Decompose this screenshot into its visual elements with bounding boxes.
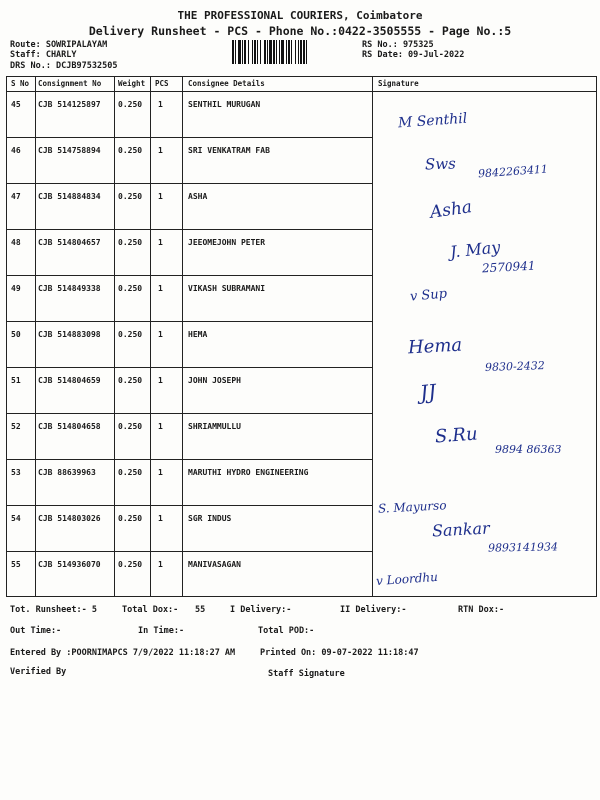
row-consignment: CJB 514804658 (38, 422, 101, 431)
row-consignee: VIKASH SUBRAMANI (188, 284, 266, 293)
table-row-line (6, 551, 372, 552)
row-pcs: 1 (158, 100, 163, 109)
row-signature: v Loordhu (375, 569, 439, 589)
table-row-line (6, 505, 372, 506)
row-sno: 48 (11, 238, 21, 247)
row-consignee: SRI VENKATRAM FAB (188, 146, 270, 155)
row-sno: 51 (11, 376, 21, 385)
rs-number: RS No.: 975325 (362, 40, 434, 50)
row-weight: 0.250 (118, 192, 143, 201)
table-row-line (6, 183, 372, 184)
row-consignment: CJB 88639963 (38, 468, 96, 477)
row-signature: JJ (418, 379, 438, 405)
table-col-line (114, 76, 115, 597)
row-sno: 45 (11, 100, 21, 109)
row-pcs: 1 (158, 192, 163, 201)
table-row-line (6, 137, 372, 138)
row-signature: J. May (449, 237, 502, 262)
ii-delivery: II Delivery:- (340, 605, 407, 615)
row-signature-phone: 2570941 (481, 258, 536, 276)
row-pcs: 1 (158, 560, 163, 569)
extra-handwriting: S. Mayurso (377, 498, 447, 516)
total-pod: Total POD:- (258, 626, 315, 636)
route-label: Route: SOWRIPALAYAM (10, 40, 108, 50)
table-row-line (6, 321, 372, 322)
row-consignee: SHRIAMMULLU (188, 422, 241, 431)
row-signature: Hema (407, 334, 463, 359)
row-signature: Sankar (431, 518, 491, 541)
row-pcs: 1 (158, 514, 163, 523)
row-sno: 55 (11, 560, 21, 569)
row-pcs: 1 (158, 238, 163, 247)
row-pcs: 1 (158, 330, 163, 339)
table-row-line (6, 459, 372, 460)
staff-signature: Staff Signature (268, 669, 345, 679)
row-consignee: SENTHIL MURUGAN (188, 100, 261, 109)
table-col-line (150, 76, 151, 597)
row-pcs: 1 (158, 284, 163, 293)
col-signature-header: Signature (378, 79, 419, 88)
col-sno-header: S No (11, 79, 30, 88)
table-col-line (35, 76, 36, 597)
table-bottom-border (6, 596, 596, 597)
row-consignment: CJB 514804659 (38, 376, 101, 385)
table-col-line (6, 76, 7, 597)
row-consignee: JOHN JOSEPH (188, 376, 241, 385)
printed-on: Printed On: 09-07-2022 11:18:47 (260, 648, 419, 658)
row-pcs: 1 (158, 376, 163, 385)
entered-by: Entered By :POORNIMAPCS 7/9/2022 11:18:27 AM (10, 648, 236, 658)
row-sno: 54 (11, 514, 21, 523)
row-consignment: CJB 514125897 (38, 100, 101, 109)
row-pcs: 1 (158, 468, 163, 477)
table-col-line (372, 76, 373, 597)
row-signature: S.Ru (434, 423, 479, 448)
row-consignment: CJB 514849338 (38, 284, 101, 293)
staff-label: Staff: CHARLY (10, 50, 77, 60)
drs-number: DRS No.: DCJB97532505 (10, 61, 118, 71)
row-signature-phone: 9894 86363 (495, 443, 562, 456)
row-consignee: HEMA (188, 330, 208, 339)
col-weight-header: Weight (118, 79, 146, 88)
table-top-border (6, 76, 596, 77)
rs-date: RS Date: 09-Jul-2022 (362, 50, 465, 60)
row-consignment: CJB 514883098 (38, 330, 101, 339)
row-consignment: CJB 514803026 (38, 514, 101, 523)
col-pcs-header: PCS (155, 79, 169, 88)
barcode (232, 40, 350, 64)
row-signature: Asha (428, 197, 474, 223)
rtn-dox: RTN Dox:- (458, 605, 505, 615)
row-consignee: ASHA (188, 192, 208, 201)
runsheet-subtitle: Delivery Runsheet - PCS - Phone No.:0422-3505555 - Page No.:5 (88, 24, 512, 38)
table-col-line (182, 76, 183, 597)
row-weight: 0.250 (118, 560, 143, 569)
row-consignment: CJB 514936070 (38, 560, 101, 569)
row-consignee: MANIVASAGAN (188, 560, 241, 569)
out-time: Out Time:- (10, 626, 62, 636)
in-time: In Time:- (138, 626, 185, 636)
row-weight: 0.250 (118, 146, 143, 155)
row-sno: 50 (11, 330, 21, 339)
row-sno: 46 (11, 146, 21, 155)
row-pcs: 1 (158, 422, 163, 431)
row-consignment: CJB 514804657 (38, 238, 101, 247)
row-signature-phone: 9830-2432 (484, 358, 545, 375)
row-weight: 0.250 (118, 100, 143, 109)
table-col-line (596, 76, 597, 597)
total-dox-label: Total Dox:- (122, 605, 179, 615)
table-row-line (6, 367, 372, 368)
col-consignee-header: Consignee Details (188, 79, 265, 88)
total-dox-value: 55 (195, 605, 206, 615)
row-consignment: CJB 514884834 (38, 192, 101, 201)
table-header-border (6, 91, 596, 92)
row-signature-phone: 9842263411 (477, 162, 549, 181)
row-sno: 53 (11, 468, 21, 477)
row-consignee: SGR INDUS (188, 514, 232, 523)
row-consignee: JEEOMEJOHN PETER (188, 238, 266, 247)
row-sno: 47 (11, 192, 21, 201)
row-weight: 0.250 (118, 468, 143, 477)
row-weight: 0.250 (118, 514, 143, 523)
row-signature: M Senthil (397, 110, 468, 132)
row-signature: v Sup (409, 286, 448, 305)
row-consignee: MARUTHI HYDRO ENGINEERING (188, 468, 309, 477)
verified-by: Verified By (10, 667, 67, 677)
row-consignment: CJB 514758894 (38, 146, 101, 155)
row-signature-phone: 9893141934 (487, 540, 559, 555)
row-weight: 0.250 (118, 238, 143, 247)
row-signature: Sws (424, 154, 457, 174)
i-delivery: I Delivery:- (230, 605, 292, 615)
row-sno: 52 (11, 422, 21, 431)
col-consignment-header: Consignment No (38, 79, 102, 88)
company-title: THE PROFESSIONAL COURIERS, Coimbatore (177, 9, 423, 22)
row-weight: 0.250 (118, 284, 143, 293)
row-pcs: 1 (158, 146, 163, 155)
row-weight: 0.250 (118, 376, 143, 385)
table-row-line (6, 275, 372, 276)
table-row-line (6, 413, 372, 414)
row-sno: 49 (11, 284, 21, 293)
table-row-line (6, 229, 372, 230)
row-weight: 0.250 (118, 422, 143, 431)
row-weight: 0.250 (118, 330, 143, 339)
total-runsheet: Tot. Runsheet:- 5 (10, 605, 97, 615)
